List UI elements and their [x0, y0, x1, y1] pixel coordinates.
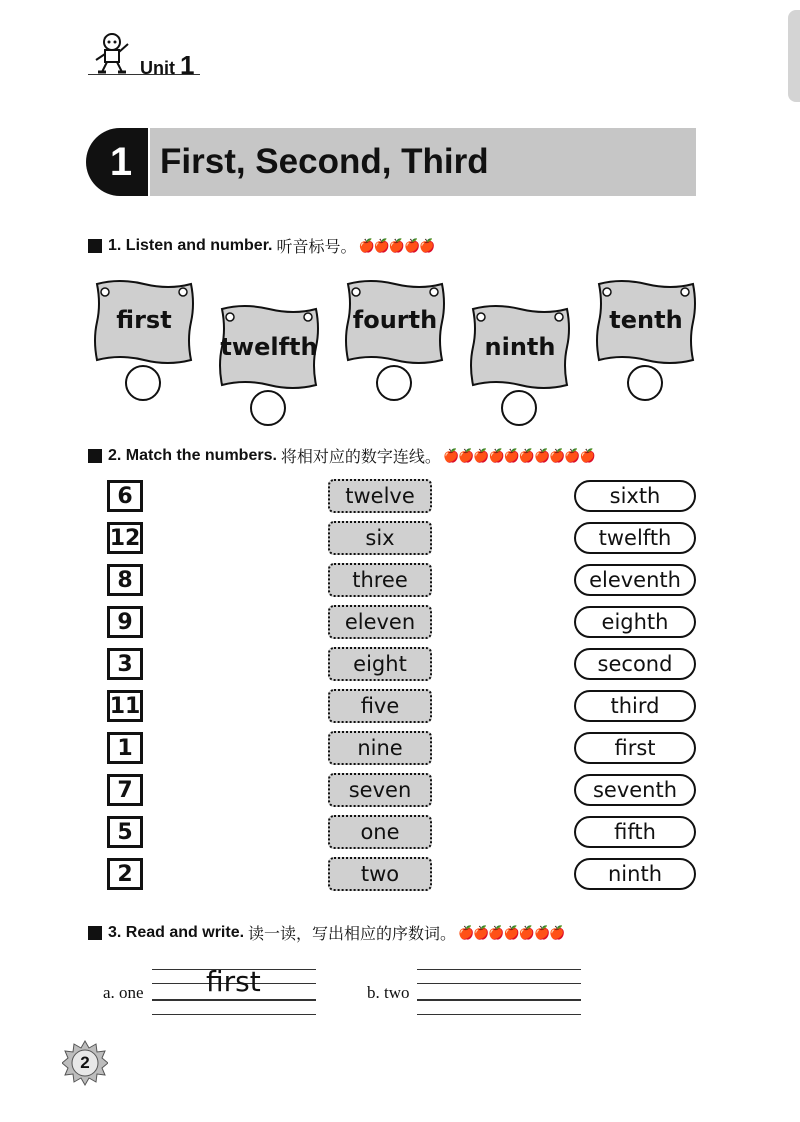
number-box: 11 — [107, 690, 143, 722]
page-number-badge — [62, 1040, 108, 1086]
ordinal-word[interactable]: second — [574, 648, 696, 680]
cardinal-word[interactable]: nine — [328, 731, 432, 765]
cardinal-word[interactable]: eleven — [328, 605, 432, 639]
apple-rating-icons: 🍎🍎🍎🍎🍎 — [358, 237, 435, 253]
lesson-number-badge: 1 — [86, 128, 148, 196]
card-word: ninth — [484, 333, 556, 361]
cardinal-word[interactable]: twelve — [328, 479, 432, 513]
ordinal-word[interactable]: fifth — [574, 816, 696, 848]
cardinal-word[interactable]: two — [328, 857, 432, 891]
unit-label: Unit 1 — [140, 50, 195, 80]
answer-circle[interactable] — [501, 390, 537, 426]
cardinal-word[interactable]: eight — [328, 647, 432, 681]
ordinal-word[interactable]: sixth — [574, 480, 696, 512]
number-box: 12 — [107, 522, 143, 554]
number-box: 9 — [107, 606, 143, 638]
bullet-square-icon — [88, 926, 102, 940]
unit-header — [88, 30, 208, 80]
card-word: first — [116, 306, 172, 334]
write-item-label: a. one — [103, 983, 144, 1002]
listen-card — [218, 303, 320, 391]
write-answer[interactable]: first — [206, 965, 261, 998]
card-word: fourth — [352, 306, 438, 334]
writing-line — [417, 969, 581, 970]
ordinal-word[interactable]: seventh — [574, 774, 696, 806]
ordinal-word[interactable]: eleventh — [574, 564, 696, 596]
answer-circle[interactable] — [125, 365, 161, 401]
writing-baseline — [152, 999, 316, 1001]
card-word: tenth — [609, 306, 683, 334]
page-number: 2 — [80, 1053, 90, 1072]
number-box: 8 — [107, 564, 143, 596]
cardinal-word[interactable]: three — [328, 563, 432, 597]
card-word: twelfth — [220, 333, 318, 361]
cardinal-word[interactable]: one — [328, 815, 432, 849]
writing-line — [152, 1014, 316, 1015]
writing-baseline — [417, 999, 581, 1001]
header-rule — [88, 74, 200, 75]
ordinal-word[interactable]: twelfth — [574, 522, 696, 554]
section2-heading: 2. Match the numbers. 将相对应的数字连线。 🍎🍎🍎🍎🍎🍎🍎🍎🍎🍎 — [88, 444, 595, 467]
number-box: 7 — [107, 774, 143, 806]
cardinal-word[interactable]: six — [328, 521, 432, 555]
ordinal-word[interactable]: first — [574, 732, 696, 764]
section3-heading: 3. Read and write. 读一读，写出相应的序数词。 🍎🍎🍎🍎🍎🍎🍎 — [88, 921, 564, 944]
apple-rating-icons: 🍎🍎🍎🍎🍎🍎🍎🍎🍎🍎 — [442, 447, 595, 463]
writing-line — [417, 1014, 581, 1015]
number-box: 2 — [107, 858, 143, 890]
answer-circle[interactable] — [376, 365, 412, 401]
listen-card — [93, 278, 195, 366]
page-edge-tab — [788, 10, 800, 102]
write-item-label: b. two — [367, 983, 410, 1002]
lesson-title: First, Second, Third — [150, 128, 696, 196]
number-box: 5 — [107, 816, 143, 848]
answer-circle[interactable] — [250, 390, 286, 426]
listen-card — [344, 278, 446, 366]
ordinal-word[interactable]: eighth — [574, 606, 696, 638]
number-box: 3 — [107, 648, 143, 680]
bullet-square-icon — [88, 239, 102, 253]
bullet-square-icon — [88, 449, 102, 463]
answer-circle[interactable] — [627, 365, 663, 401]
writing-line — [417, 983, 581, 984]
section1-heading: 1. Listen and number. 听音标号。 🍎🍎🍎🍎🍎 — [88, 234, 434, 257]
cardinal-word[interactable]: five — [328, 689, 432, 723]
ordinal-word[interactable]: ninth — [574, 858, 696, 890]
ordinal-word[interactable]: third — [574, 690, 696, 722]
listen-card — [469, 303, 571, 391]
mascot-icon — [88, 30, 138, 74]
apple-rating-icons: 🍎🍎🍎🍎🍎🍎🍎 — [458, 924, 565, 940]
cardinal-word[interactable]: seven — [328, 773, 432, 807]
number-box: 6 — [107, 480, 143, 512]
number-box: 1 — [107, 732, 143, 764]
listen-card — [595, 278, 697, 366]
